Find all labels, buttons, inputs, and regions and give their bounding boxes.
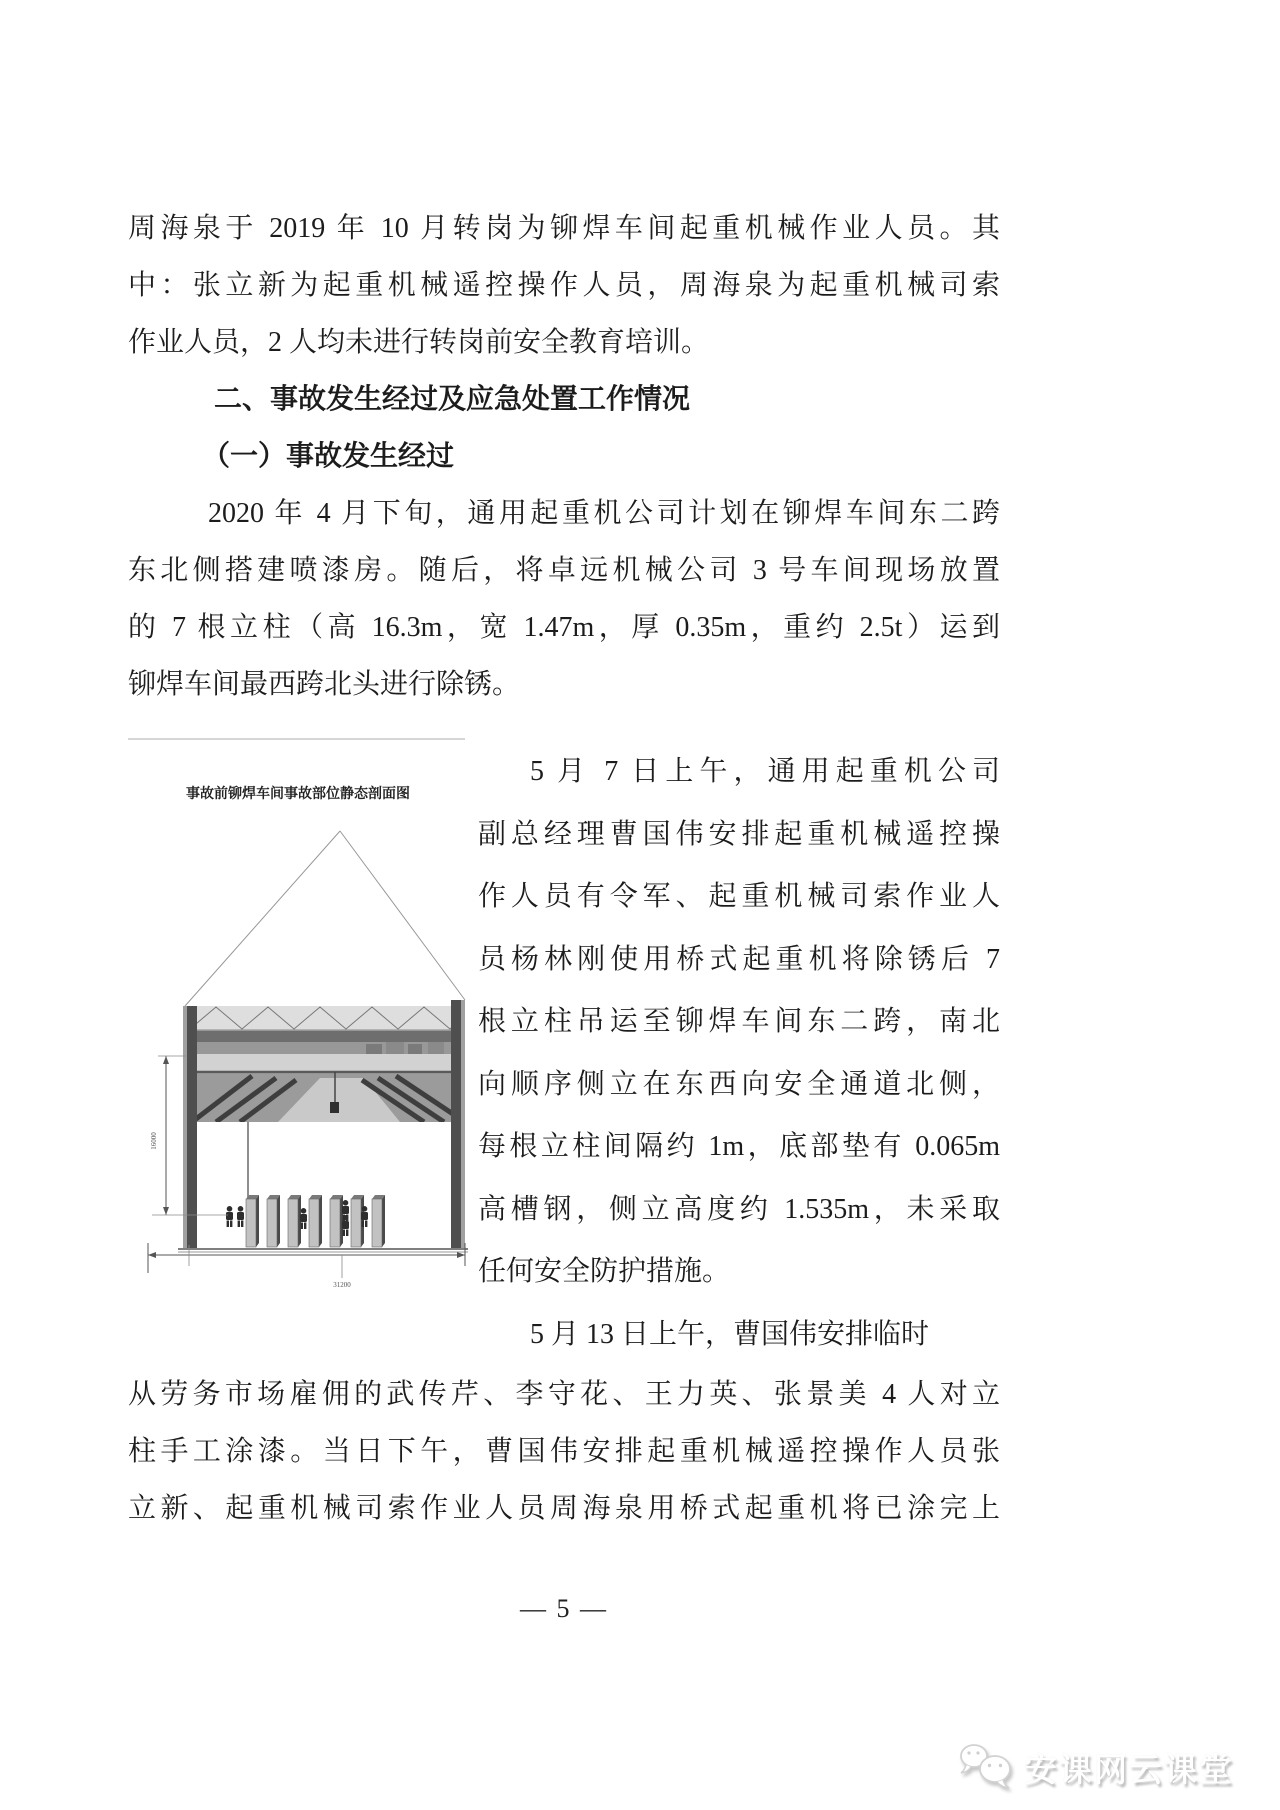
paragraph-continuation: [128, 200, 1000, 371]
text-line: 5 月 13 日上午，曹国伟安排临时: [530, 1318, 930, 1350]
right-text-column: [478, 731, 1000, 1366]
text-line: 2020 年 4 月下旬，通用起重机公司计划在铆焊车间东二跨: [208, 498, 1000, 529]
figure-caption: 事故前铆焊车间事故部位静态剖面图: [186, 785, 410, 801]
paragraph-4: [128, 1366, 1000, 1537]
text-line: 高槽钢，侧立高度约 1.535m，未采取: [478, 1193, 1000, 1225]
paragraph-3: [478, 741, 1000, 1304]
section-heading: 二、事故发生经过及应急处置工作情况: [214, 384, 691, 415]
text-line: 根立柱吊运至铆焊车间东二跨，南北: [478, 1006, 1000, 1037]
workshop-section-drawing: [128, 816, 468, 1331]
text-line: 周海泉于 2019 年 10 月转岗为铆焊车间起重机械作业人员。其: [128, 213, 1000, 244]
watermark: [958, 1742, 1234, 1792]
text-line: 东北侧搭建喷漆房。随后，将卓远机械公司 3 号车间现场放置: [128, 555, 1000, 586]
roof-outline: [185, 831, 465, 1006]
text-line: 从劳务市场雇佣的武传芹、李守花、王力英、张景美 4 人对立: [128, 1379, 1000, 1410]
figure-text-row: [128, 731, 1000, 1366]
accident-diagram: [128, 731, 468, 1331]
paragraph-2: [128, 485, 1000, 713]
text-line: 的 7 根立柱（高 16.3m，宽 1.47m，厚 0.35m，重约 2.5t）运到: [128, 612, 1000, 643]
text-line: 柱手工涂漆。当日下午，曹国伟安排起重机械遥控操作人员张: [128, 1436, 1000, 1467]
column-plates: [246, 1195, 385, 1247]
top-margin: [128, 0, 1000, 200]
page-content: [128, 0, 1000, 1637]
page-number: — 5 —: [520, 1594, 608, 1623]
text-line: 向顺序侧立在东西向安全通道北侧，: [478, 1068, 1000, 1100]
watermark-text: 安课网云课堂: [1024, 1750, 1234, 1788]
text-line: 铆焊车间最西跨北头进行除锈。: [128, 669, 521, 700]
right-wall-column: [451, 1000, 465, 1248]
left-wall-column: [183, 1006, 197, 1248]
crane-girder: [190, 1054, 461, 1072]
height-dimension-label: 16000: [150, 1132, 158, 1150]
text-line: 副总经理曹国伟安排起重机械遥控操: [478, 818, 1000, 850]
workshop-photo: [190, 1006, 461, 1122]
span-dimension-label: 31200: [333, 1281, 351, 1289]
figure-top-border: [128, 738, 465, 740]
text-line: 作人员有令军、起重机械司索作业人: [478, 881, 1000, 912]
text-line: 员杨林刚使用桥式起重机将除锈后 7: [478, 943, 1000, 975]
text-line: 作业人员，2 人均未进行转岗前安全教育培训。: [128, 327, 710, 358]
text-line: 5 月 7 日上午，通用起重机公司: [530, 756, 1000, 787]
text-line: 任何安全防护措施。: [478, 1256, 731, 1287]
floor-line: [178, 1249, 468, 1252]
text-line: 每根立柱间隔约 1m，底部垫有 0.065m: [478, 1131, 1000, 1162]
crane-hook: [330, 1102, 339, 1113]
chat-bubbles-logo: [958, 1742, 1016, 1792]
text-line: 立新、起重机械司索作业人员周海泉用桥式起重机将已涂完上: [128, 1493, 1000, 1524]
text-line: 中：张立新为起重机械遥控操作人员，周海泉为起重机械司索: [128, 270, 1000, 301]
subsection-heading: （一）事故发生经过: [202, 441, 455, 472]
